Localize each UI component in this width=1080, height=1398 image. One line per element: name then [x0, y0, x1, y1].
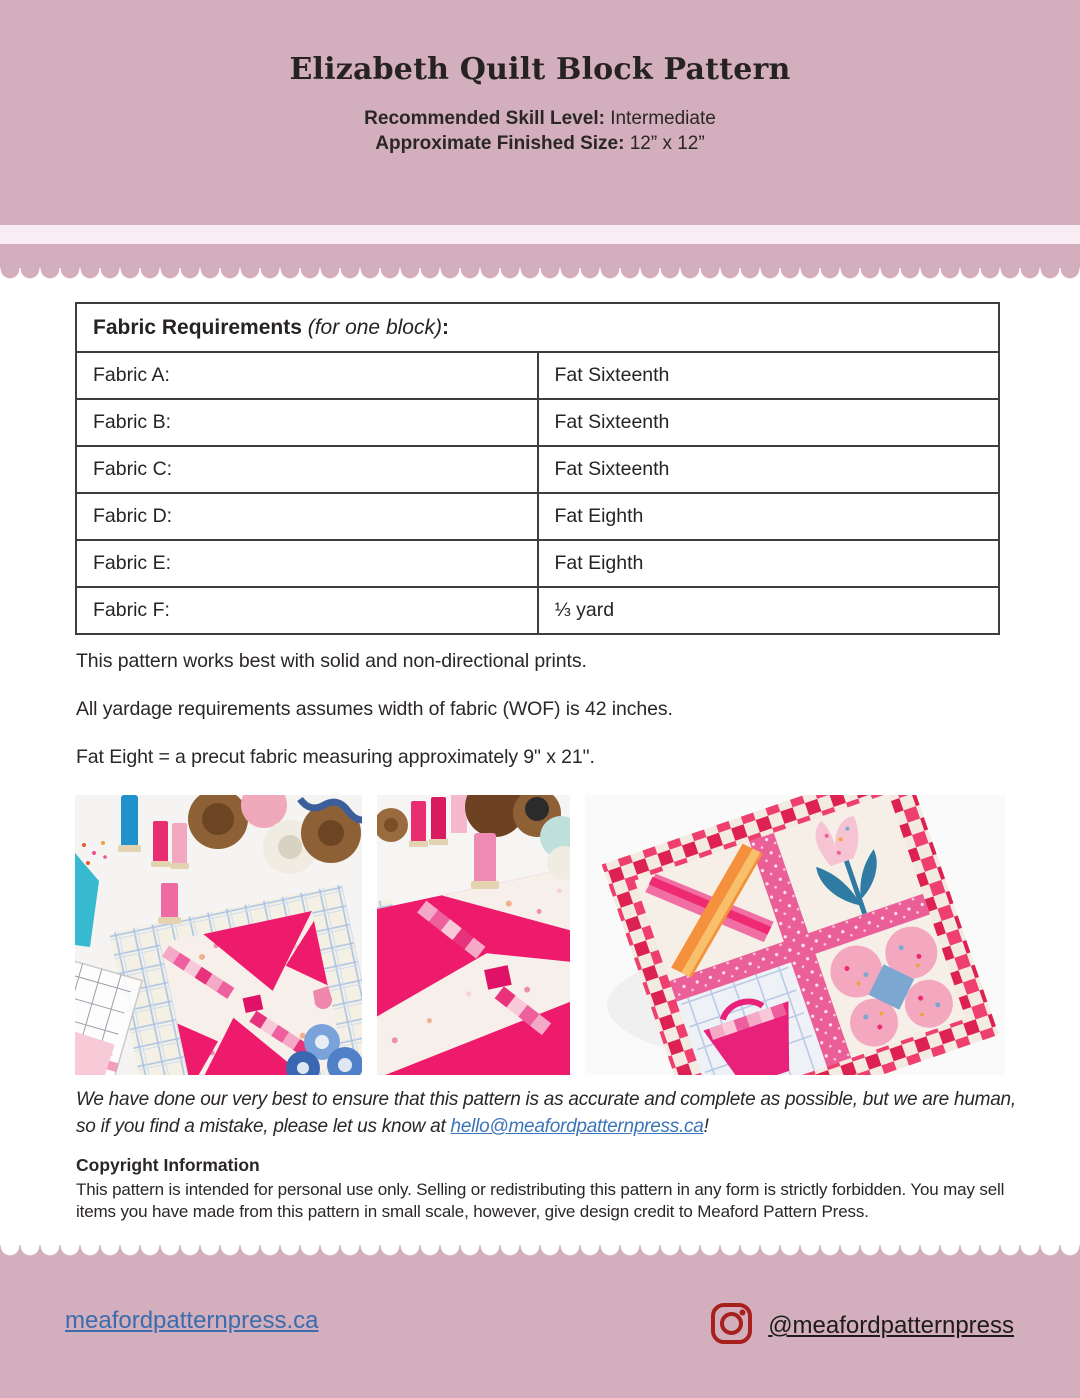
- footer-scalloped-edge: [0, 1245, 1080, 1258]
- photo-row: [75, 795, 1005, 1075]
- fabric-value: Fat Eighth: [538, 493, 1000, 540]
- mini-quilt-illustration: [585, 795, 1005, 1075]
- skill-level-value: Intermediate: [610, 108, 716, 129]
- quilt-block-photo-illustration: [75, 795, 362, 1075]
- table-row-fabric-e: [76, 540, 999, 587]
- finished-size-line: [0, 132, 1080, 157]
- table-title-colon: :: [441, 315, 449, 339]
- quilt-closeup-illustration: [377, 795, 570, 1075]
- header-scalloped-edge: [0, 268, 1080, 281]
- copyright-heading: Copyright Information: [76, 1155, 260, 1175]
- fabric-value: ⅓ yard: [538, 587, 1000, 634]
- page-header: [0, 0, 1080, 268]
- fabric-label: Fabric E:: [76, 540, 538, 587]
- instagram-group: [709, 1301, 1014, 1351]
- table-row-fabric-a: [76, 352, 999, 399]
- note-wof: All yardage requirements assumes width of fabric (WOF) is 42 inches.: [76, 698, 673, 720]
- table-row-fabric-d: [76, 493, 999, 540]
- photo-finished-mini-quilt: [585, 795, 1005, 1075]
- finished-size-label: Approximate Finished Size:: [375, 132, 630, 154]
- instagram-icon[interactable]: [709, 1301, 754, 1351]
- disclaimer-suffix: !: [703, 1116, 709, 1137]
- copyright-body: This pattern is intended for personal use only. Selling or redistributing this pattern in any form is strictly forbidden. You may sell items you have made from this pattern in small scale, however, give design credit to Meaford Pattern Press.: [76, 1180, 1005, 1221]
- header-accent-stripe: [0, 225, 1080, 244]
- table-title-bold: Fabric Requirements: [93, 315, 308, 339]
- accuracy-disclaimer: [76, 1086, 1022, 1140]
- fabric-label: Fabric F:: [76, 587, 538, 634]
- table-row-fabric-c: [76, 446, 999, 493]
- fabric-value: Fat Sixteenth: [538, 399, 1000, 446]
- table-title-italic: (for one block): [307, 315, 442, 339]
- table-row-fabric-f: [76, 587, 999, 634]
- page-footer: [0, 1245, 1080, 1398]
- fabric-value: Fat Sixteenth: [538, 352, 1000, 399]
- fabric-label: Fabric C:: [76, 446, 538, 493]
- email-link[interactable]: hello@meafordpatternpress.ca: [450, 1116, 704, 1137]
- fabric-value: Fat Sixteenth: [538, 446, 1000, 493]
- finished-size-value: 12” x 12”: [629, 132, 705, 154]
- header-subtitle: [0, 107, 1080, 156]
- fabric-label: Fabric A:: [76, 352, 538, 399]
- page-title: Elizabeth Quilt Block Pattern: [289, 52, 791, 87]
- table-title-cell: [76, 303, 999, 352]
- note-fat-eighth: Fat Eight = a precut fabric measuring approximately 9" x 21".: [76, 746, 595, 768]
- fabric-requirements-table: [75, 302, 1000, 635]
- instagram-handle-link[interactable]: @meafordpatternpress: [768, 1312, 1014, 1339]
- fabric-label: Fabric B:: [76, 399, 538, 446]
- photo-quilt-block-on-mat: [75, 795, 362, 1075]
- website-link[interactable]: meafordpatternpress.ca: [65, 1307, 319, 1334]
- skill-level-label: Recommended Skill Level:: [364, 108, 611, 129]
- disclaimer-text: We have done our very best to ensure that this pattern is as accurate and complete as possible, but we are human, so if you find a mistake, please let us know at: [76, 1089, 1016, 1137]
- table-row-fabric-b: [76, 399, 999, 446]
- skill-level-line: [0, 107, 1080, 132]
- photo-quilt-block-closeup: [377, 795, 570, 1075]
- note-solid-prints: This pattern works best with solid and non-directional prints.: [76, 650, 587, 672]
- fabric-value: Fat Eighth: [538, 540, 1000, 587]
- table-title-row: [76, 303, 999, 352]
- fabric-label: Fabric D:: [76, 493, 538, 540]
